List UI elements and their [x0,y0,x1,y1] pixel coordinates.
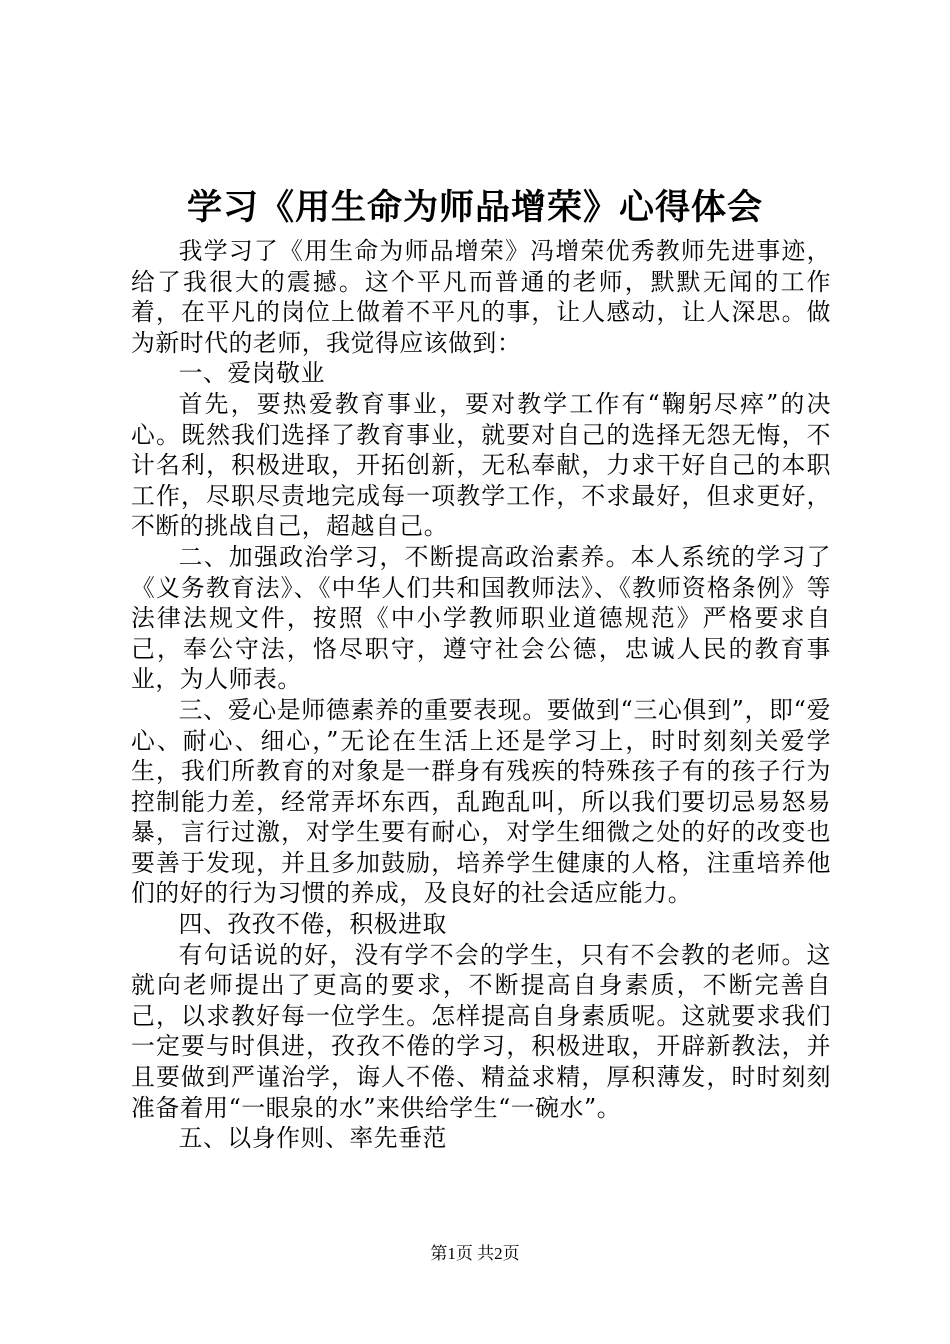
heading-section-5: 五、以身作则、率先垂范 [178,1124,447,1153]
heading-section-1: 一、爱岗敬业 [178,359,325,388]
document-title: 学习《用生命为师品增荣》心得体会 [186,187,763,228]
heading-section-4: 四、孜孜不倦，积极进取 [178,910,447,939]
paragraph-section-1: 首先，要热爱教育事业，要对教学工作有“鞠躬尽瘁”的决心。既然我们选择了教育事业，就要对自己的选择无怨无悔，不计名利，积极进取，开拓创新，无私奉献，力求干好自己的本职工作，尽职尽责地完成每一项教学工作，不求最好，但求更好，不断的挑战自己，超越自己。 [131,389,831,541]
document-body [131,236,831,1154]
page-footer: 第1页 共2页 [430,1244,520,1263]
paragraph-section-3: 三、爱心是师德素养的重要表现。要做到“三心俱到”，即“爱心、耐心、细心，”无论在生活上还是学习上，时时刻刻关爱学生，我们所教育的对象是一群身有残疾的特殊孩子有的孩子行为控制能力差，经常弄坏东西，乱跑乱叫，所以我们要切忌易怒易暴，言行过激，对学生要有耐心，对学生细微之处的好的改变也要善于发现，并且多加鼓励，培养学生健康的人格，注重培养他们的好的行为习惯的养成，及良好的社会适应能力。 [131,695,831,908]
paragraph-intro: 我学习了《用生命为师品增荣》冯增荣优秀教师先进事迹，给了我很大的震撼。这个平凡而普通的老师，默默无闻的工作着，在平凡的岗位上做着不平凡的事，让人感动，让人深思。做为新时代的老师，我觉得应该做到： [131,237,831,357]
paragraph-section-2: 二、加强政治学习，不断提高政治素养。本人系统的学习了《义务教育法》、《中华人们共和国教师法》、《教师资格条例》等法律法规文件，按照《中小学教师职业道德规范》严格要求自己，奉公守法，恪尽职守，遵守社会公德，忠诚人民的教育事业，为人师表。 [131,542,831,694]
paragraph-section-4: 有句话说的好，没有学不会的学生，只有不会教的老师。这就向老师提出了更高的要求，不断提高自身素质，不断完善自己，以求教好每一位学生。怎样提高自身素质呢。这就要求我们一定要与时俱进，孜孜不倦的学习，积极进取，开辟新教法，并且要做到严谨治学，诲人不倦、精益求精，厚积薄发，时时刻刻准备着用“一眼泉的水”来供给学生“一碗水”。 [131,940,831,1122]
